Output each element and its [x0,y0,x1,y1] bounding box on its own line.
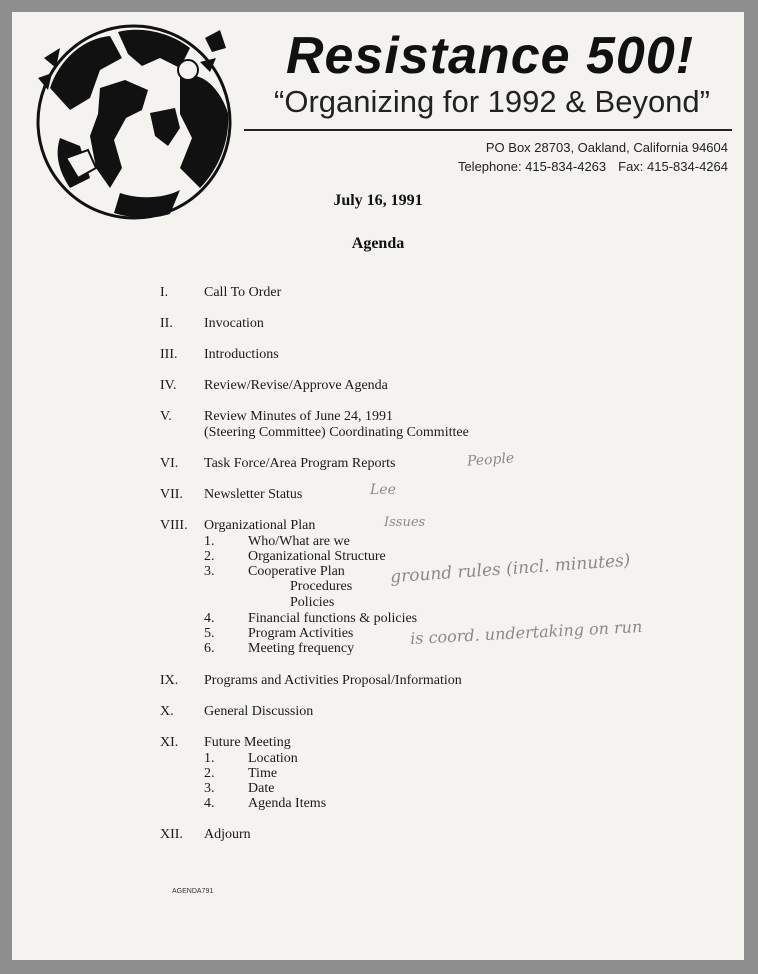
agenda-list: I. Call To Order II. Invocation III. Introductions IV. Review/Revise/Approve Agenda V. Review Minutes of June 24, 1991 (Steering Committee) Coordinating Committee VI. Task Force/Area Program Reports VII. Newsletter Status VIII. Organizational Plan 1. Who/What are we 2. Organizational Structure 3. Cooperative Plan Procedures Policies 4. Financial functions & policies 5. Program Activities 6. Meeting frequency IX. Programs and Activities Proposal/Information X. General Discussion XI. Future Meeting 1. Location 2. Time 3. Date 4. Agenda Items XII. Adjourn [160,285,469,842]
organization-title: Resistance 500! [285,27,695,85]
handwritten-note: Issues [384,515,426,530]
document-heading: Agenda [351,235,405,252]
document-page [12,12,744,960]
handwritten-note: Lee [370,482,396,498]
agenda-item-continuation: (Steering Committee) Coordinating Committee [204,425,469,440]
plan-subsubitem: Policies [290,595,335,610]
footer-code: AGENDA791 [172,888,214,895]
fax: Fax: 415-834-4264 [618,159,728,174]
handwritten-note: is coord. undertaking on run [409,616,643,649]
handwritten-note: People [466,450,515,470]
postal-address: PO Box 28703, Oakland, California 94604 [485,140,728,155]
handwritten-note: ground rules (incl. minutes) [389,550,632,588]
telephone: Telephone: 415-834-4263 [457,159,607,174]
plan-subsubitem: Procedures [290,579,353,594]
organization-slogan: “Organizing for 1992 & Beyond” [274,84,710,119]
document-date: July 16, 1991 [333,192,423,209]
